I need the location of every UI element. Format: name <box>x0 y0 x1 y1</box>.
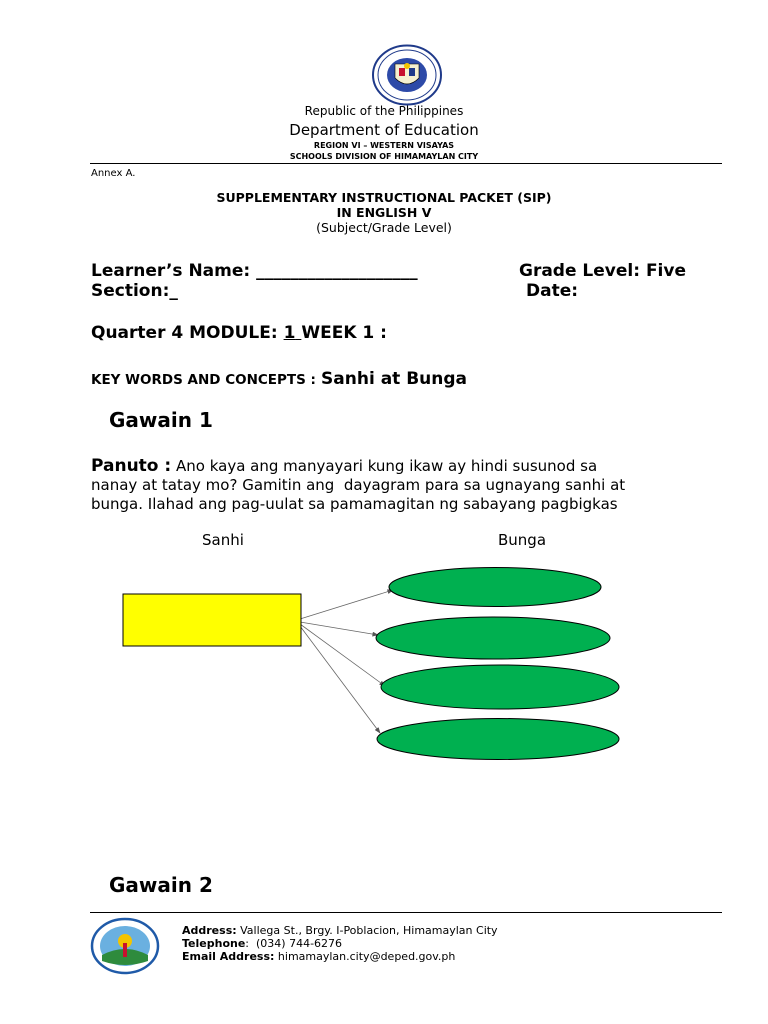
arrow-1 <box>300 590 393 619</box>
division-text: SCHOOLS DIVISION OF HIMAMAYLAN CITY <box>289 152 479 161</box>
effect-oval-1[interactable] <box>389 568 601 607</box>
instruction-line-3: bunga. Ilahad ang pag-uulat sa pamamagitan ng sabayang pagbigkas <box>91 495 618 513</box>
section-blank: _ <box>169 281 178 301</box>
learner-name-blank: ___________________ <box>256 261 418 281</box>
footer-rule <box>90 912 722 913</box>
grade-level-label: Grade Level: Five <box>519 261 686 281</box>
instruction-line-2: nanay at tatay mo? Gamitin ang dayagram para sa ugnayang sanhi at <box>91 476 626 494</box>
division-logo <box>90 917 160 975</box>
footer-email: Email Address: himamaylan.city@deped.gov.ph <box>182 950 456 963</box>
keywords-value: Sanhi at Bunga <box>321 369 468 389</box>
packet-note: (Subject/Grade Level) <box>316 220 452 235</box>
arrow-4 <box>300 626 380 733</box>
republic-text: Republic of the Philippines <box>304 104 464 118</box>
footer-telephone: Telephone: (034) 744-6276 <box>182 937 343 950</box>
arrow-3 <box>300 624 385 686</box>
region-text: REGION VI – WESTERN VISAYAS <box>313 141 455 150</box>
activity2-title: Gawain 2 <box>109 873 213 897</box>
date-label: Date: <box>526 281 579 301</box>
cause-label: Sanhi <box>202 531 244 549</box>
quarter-module-label: Quarter 4 MODULE: <box>91 323 278 343</box>
effect-oval-3[interactable] <box>381 665 619 709</box>
learner-name-label: Learner’s Name: <box>91 261 251 281</box>
cause-box[interactable] <box>123 594 301 646</box>
annex-label: Annex A. <box>91 168 136 179</box>
effect-label: Bunga <box>498 531 547 549</box>
packet-subject: IN ENGLISH V <box>336 205 432 220</box>
module-number: 1 <box>283 323 296 343</box>
week-label: WEEK 1 : <box>301 323 387 343</box>
footer-address: Address: Vallega St., Brgy. I-Poblacion, Himamaylan City <box>182 924 498 937</box>
effect-oval-2[interactable] <box>376 617 610 659</box>
instruction-label: Panuto : <box>91 456 172 476</box>
footer-contact <box>182 924 498 963</box>
section-label: Section: <box>91 281 170 301</box>
instruction-line-1: Panuto : Ano kaya ang manyayari kung ikaw ay hindi susunod sa <box>91 456 598 476</box>
packet-title: SUPPLEMENTARY INSTRUCTIONAL PACKET (SIP) <box>216 190 552 205</box>
keywords-label: KEY WORDS AND CONCEPTS : <box>91 372 316 388</box>
effect-oval-4[interactable] <box>377 719 619 760</box>
activity1-title: Gawain 1 <box>109 408 213 432</box>
arrow-2 <box>300 622 378 635</box>
department-text: Department of Education <box>289 121 479 139</box>
